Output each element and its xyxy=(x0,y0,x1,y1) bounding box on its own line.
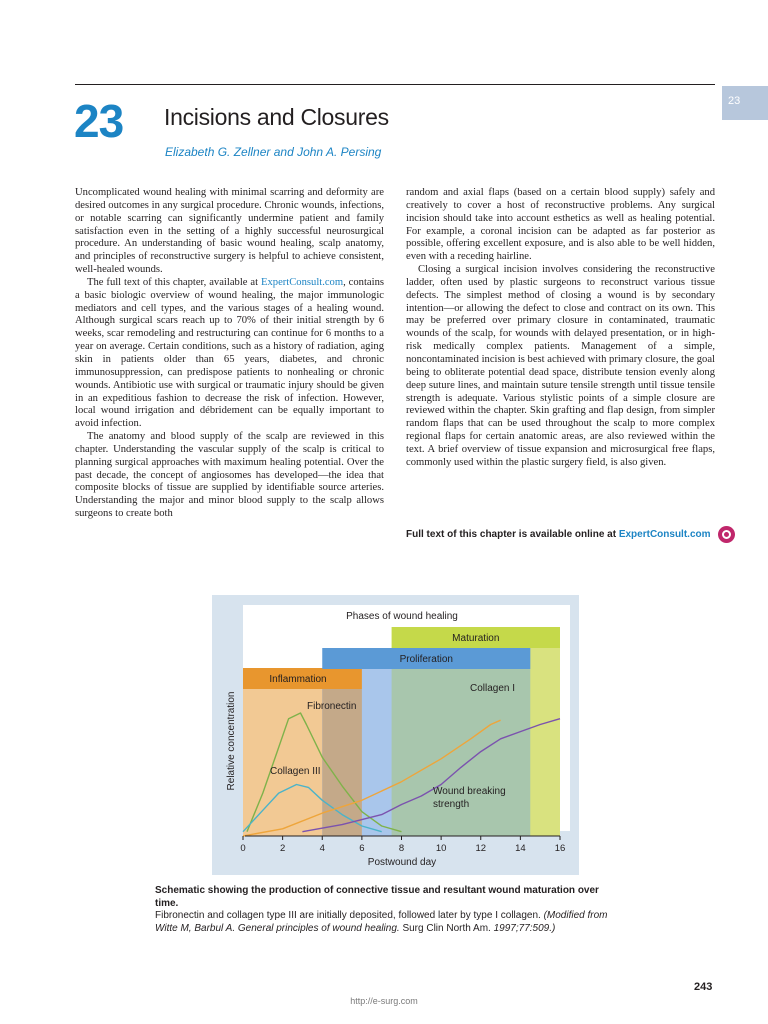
chapter-tab xyxy=(722,86,768,120)
caption-text: Fibronectin and collagen type III are initially deposited, followed later by type I collagen. xyxy=(155,910,544,921)
paragraph: random and axial flaps (based on a certain blood supply) safely and creatively to cover a host of reconstructive problems. Any surgical incision should take into account esthetics as well as healing potential. For example, a coronal incision can be adapted as far posterior as possible, offering excellent exposure, and is also able to be well hidden, even with a receding hairline. xyxy=(406,187,715,263)
y-axis-label: Relative concentration xyxy=(226,691,237,791)
online-availability-note xyxy=(406,529,711,540)
label-line-2: strength xyxy=(433,799,470,810)
online-icon xyxy=(718,526,735,543)
x-tick-label: 8 xyxy=(398,843,405,854)
right-column xyxy=(406,187,715,470)
chapter-number: 23 xyxy=(74,95,124,147)
caption-title: Schematic showing the production of connective tissue and resultant wound maturation over time. xyxy=(155,885,599,909)
paragraph: Closing a surgical incision involves considering the reconstructive ladder, often used by plastic surgeons to reconstruct various tissue defects. The simplest method of closing a wound is by secondary intention—or allowing the defect to close and contract on its own. This may be preferred over primary closure in contaminated, traumatic wounds of the scalp, for wounds with delayed presentation, or in high-risk medically complex patients. Management of a simple, noncontaminated incision is best achieved with primary closure, the goal being to obliterate potential dead space, distribute tension evenly along deep suture lines, and maintain suture tensile strength until tissue tensile strength is adequate. Various stylistic points of a simple closure are reviewed within the chapter. Skin grafting and flap design, from simpler random flaps that can be used throughout the scalp to more complex regional flaps for certain anatomic areas, are also reviewed within the text. A brief overview of tissue expansion and microsurgical free flaps, commonly used within the plastic surgery field, is also given. xyxy=(406,264,715,468)
caption-reference: (Modified from Witte M, Barbul A. General principles of wound healing. xyxy=(155,910,608,934)
page-number: 243 xyxy=(694,981,713,993)
caption-citation: 1997;77:509.) xyxy=(490,922,556,934)
x-tick-label: 14 xyxy=(515,843,526,854)
paragraph-text: , contains a basic biologic overview of wound healing, the major immunologic mediators and cell types, and the various stages of a healing wound. Although surgical scars reach up to 70% of their initial strength by 6 weeks, scar remodeling and restructuring can continue for 6 months to a year on average. Certain conditions, such as a history of radiation, aging skin in patients older than 65 years, diabetes, and chronic immunosuppression, can predispose patients to nonhealing or chronic wounds. Antibiotic use with surgical or traumatic injury should be given in an expeditious fashion to decrease the risk of infection. However, local wound irrigation and débridement can be equally important to avoid infection. xyxy=(75,276,384,430)
phase-label-inflammation: Inflammation xyxy=(269,674,327,685)
online-text: Full text of this chapter is available online at xyxy=(406,529,619,540)
series-label-collagen-iii: Collagen III xyxy=(270,766,321,777)
chapter-tab-label: 23 xyxy=(728,95,741,107)
x-tick-label: 6 xyxy=(359,843,365,854)
x-tick-label: 10 xyxy=(435,843,447,854)
x-tick-label: 2 xyxy=(279,843,286,854)
figure-caption xyxy=(155,885,625,935)
phase-label-proliferation: Proliferation xyxy=(399,654,453,665)
left-column xyxy=(75,187,384,521)
series-label-fibronectin: Fibronectin xyxy=(307,701,357,712)
phase-region-maturation-late xyxy=(530,648,560,836)
paragraph-text: The full text of this chapter, available at xyxy=(87,276,261,288)
x-axis-label: Postwound day xyxy=(367,857,437,868)
paragraph xyxy=(75,277,384,431)
paragraph: Uncomplicated wound healing with minimal scarring and deformity are desired outcomes in any surgical procedure. Chronic wounds, infections, or notable scarring can significantly undermine patient and family satisfaction even in the setting of a highly successful neurosurgical procedure. An understanding of basic wound healing, scalp anatomy, and principles of reconstructive surgery is helpful to achieve consistent, well-healed wounds. xyxy=(75,187,384,276)
chart-title: Phases of wound healing xyxy=(346,611,458,622)
header-rule xyxy=(75,84,715,85)
wound-healing-chart xyxy=(212,595,579,875)
chapter-title: Incisions and Closures xyxy=(164,104,389,130)
phase-label-maturation: Maturation xyxy=(452,633,500,644)
expertconsult-link[interactable]: ExpertConsult.com xyxy=(261,276,344,288)
footer-url[interactable]: http://e-surg.com xyxy=(350,996,418,1006)
label-line-1: Wound breaking xyxy=(433,786,506,797)
caption-journal: Surg Clin North Am. xyxy=(399,922,491,934)
paragraph: The anatomy and blood supply of the scalp are reviewed in this chapter. Understanding the vascular supply of the scalp is critical to planning surgical approaches with maximum healing potential. Over the past decade, the concept of angiosomes has developed—the idea that composite blocks of tissue are supplied by identifiable source arteries. Understanding the major and minor blood supply to the scalp allows surgeons to create both xyxy=(75,431,384,520)
series-label-collagen-i: Collagen I xyxy=(470,683,516,694)
x-tick-label: 16 xyxy=(554,843,566,854)
online-link[interactable]: ExpertConsult.com xyxy=(618,529,711,540)
x-tick-label: 0 xyxy=(240,843,246,854)
chapter-authors: Elizabeth G. Zellner and John A. Persing xyxy=(165,145,382,159)
figure xyxy=(212,595,579,875)
x-tick-label: 12 xyxy=(475,843,487,854)
x-tick-label: 4 xyxy=(319,843,325,854)
